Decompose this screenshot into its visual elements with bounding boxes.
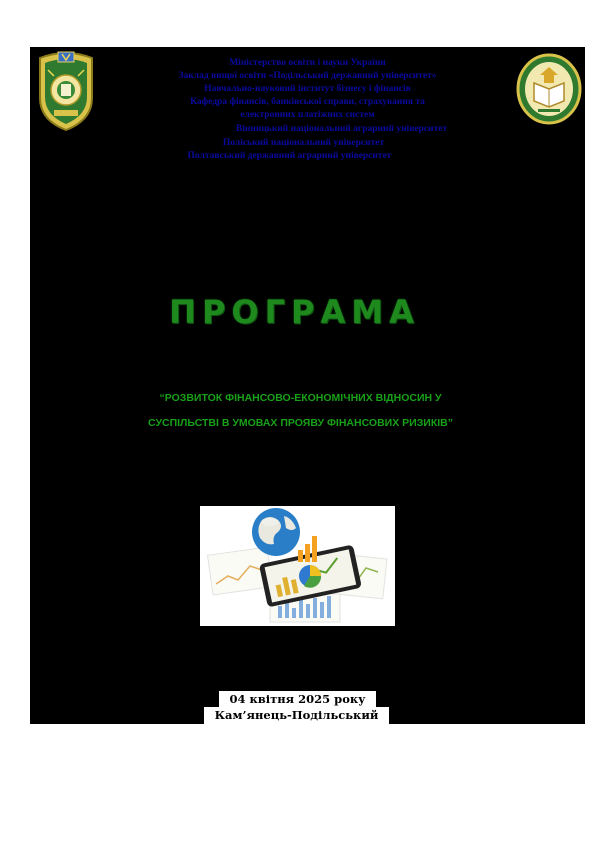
- subtitle-line-2: СУСПІЛЬСТВІ В УМОВАХ ПРОЯВУ ФІНАНСОВИХ РИЗИКІВ”: [148, 417, 453, 429]
- header-line-institute: Навчально-науковий інститут бізнесу і фінансів: [204, 84, 411, 94]
- subtitle-line-1: “РОЗВИТОК ФІНАНСОВО-ЕКОНОМІЧНИХ ВІДНОСИН У: [159, 392, 442, 404]
- header-line-poltava: Полтавський державний аграрний університет: [187, 151, 392, 161]
- header-line-vinnytsia: Вінницький національний аграрний університет: [235, 124, 448, 134]
- header-line-university: Заклад вищої освіти «Подільський державний університет»: [178, 71, 437, 81]
- header-line-polissia: Поліський національний університет: [222, 138, 385, 148]
- event-city: Кам’янець-Подільський: [204, 707, 389, 724]
- page-title: ПРОГРАМА: [169, 293, 420, 331]
- header-line-ministry: Міністерство освіти і науки України: [229, 58, 386, 68]
- event-date: 04 квітня 2025 року: [219, 691, 376, 707]
- header-line-department-cont: електронних платіжних систем: [240, 110, 375, 120]
- globe-tablet-charts-illustration: [200, 506, 395, 626]
- header-line-department: Кафедра фінансів, банківської справи, страхування та: [190, 97, 425, 107]
